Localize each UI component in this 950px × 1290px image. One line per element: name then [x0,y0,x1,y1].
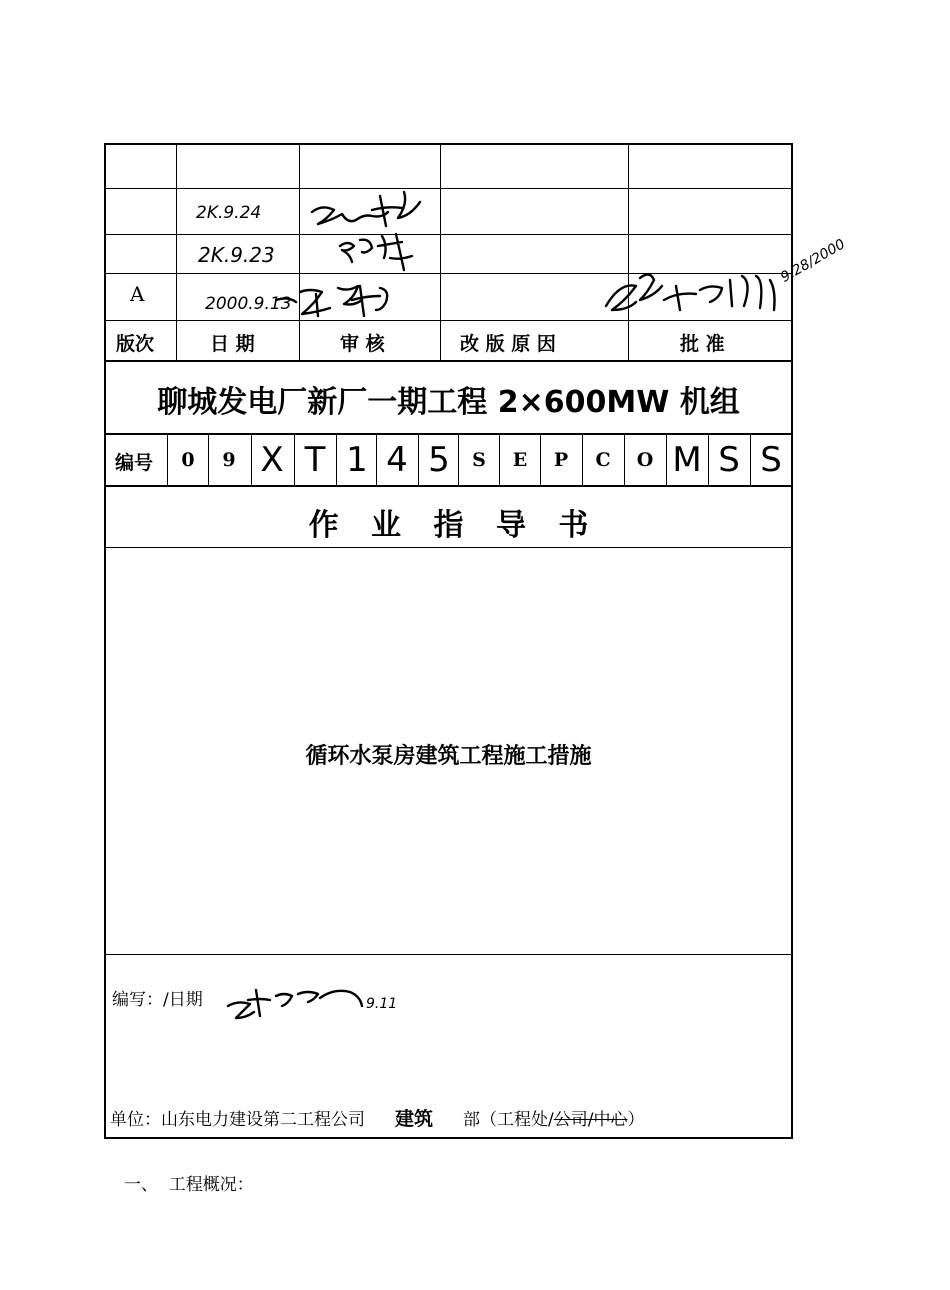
code-char-11: C [595,449,611,471]
signature-row3 [340,234,412,270]
code-char-12: O [636,449,654,471]
code-char-8: S [472,449,486,471]
title-area-bottom [104,954,793,955]
code-char-4: T [304,440,326,480]
author-label: 编写：/日期 [112,990,203,1010]
unit-line [110,1104,644,1131]
rev-header-reason: 改 版 原 因 [460,333,556,355]
doc-number-label: 编号 [115,452,154,474]
approval-date-note: 9.28/2000 [778,236,848,286]
code-char-6: 4 [386,440,408,480]
unit-department: 建筑 [395,1108,434,1130]
unit-label: 单位：山东电力建设第二工程公司 [110,1110,365,1130]
rev-header-date: 日 期 [210,333,255,355]
code-char-3: X [260,440,284,480]
signature-approver [606,274,775,310]
code-char-1: 0 [181,449,195,471]
code-char-14: S [718,440,740,480]
rev-header-review: 审 核 [340,333,385,355]
code-char-2: 9 [222,449,236,471]
code-char-13: M [672,440,702,480]
section-heading: 一、 工程概况： [124,1175,254,1195]
rev-date-4: 2000.9.13 [205,294,292,314]
rev-date-3: 2K.9.23 [198,243,275,267]
rev-version-4: A [130,282,145,306]
rev-header-version: 版次 [116,333,155,355]
unit-close: ） [627,1110,645,1130]
signature-row4 [276,286,387,316]
code-char-10: P [553,449,569,471]
signature-row2 [312,192,420,226]
rev-header-approve: 批 准 [680,333,725,355]
code-row-bottom [104,485,793,487]
project-title: 聊城发电厂新厂一期工程 2×600MW 机组 [157,385,740,420]
document-title: 循环水泵房建筑工程施工措施 [305,744,592,769]
code-char-15: S [760,440,782,480]
unit-suffix: 部（工程处/ [463,1110,554,1130]
doctype-row-bottom [104,547,793,548]
unit-struck: 公司/中心 [553,1110,628,1130]
author-date-note: 9.11 [366,996,398,1012]
rev-date-2: 2K.9.24 [196,203,262,223]
code-char-7: 5 [428,440,450,480]
code-char-9: E [512,449,528,471]
signature-author [228,990,362,1018]
doc-type: 作 业 指 导 书 [308,508,589,543]
code-char-5: 1 [346,440,368,480]
